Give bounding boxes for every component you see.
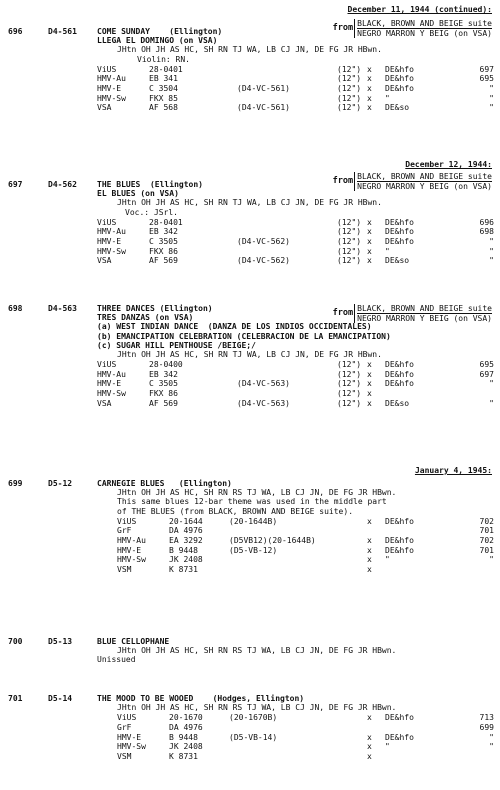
coupling: DE&so (385, 398, 410, 408)
entry-number: 696 (8, 27, 23, 36)
entry-body (97, 27, 494, 113)
issue-row (117, 555, 494, 565)
reverse-ref: 701 (479, 526, 494, 536)
label-name: ViUS (97, 360, 117, 370)
title-line: BLUE CELLOPHANE (97, 637, 170, 646)
session-date-header: January 4, 1945: (414, 466, 492, 475)
issues-list (97, 360, 494, 408)
personnel-line: JHtn OH JH AS HC, SH RN RS TJ WA, LB CJ JN, DE FG JR HBwn. (117, 488, 397, 498)
issue-mark: x (367, 713, 372, 723)
title-line: (c) SUGAR HILL PENTHOUSE /BEIGE;/ (97, 340, 256, 350)
entry-698 (0, 304, 500, 444)
reverse-ref: " (489, 398, 494, 408)
issue-mark: x (367, 360, 372, 370)
disc-size: (12") (337, 227, 362, 237)
disc-size: (12") (337, 74, 362, 84)
issues-list (97, 218, 494, 266)
personnel-line: JHtn OH JH AS HC, SH RN TJ WA, LB CJ JN, DE FG JR HBwn. (117, 45, 382, 55)
label-name: VSA (97, 103, 112, 113)
reverse-ref: " (489, 236, 494, 246)
catalog-number: FKX 86 (149, 246, 178, 256)
label-name: VSA (97, 256, 112, 266)
catalog-number: JK 2408 (169, 742, 203, 752)
catalog-number: B 9448 (169, 545, 198, 555)
coupling: DE&hfo (385, 545, 414, 555)
title-line: EL BLUES (on VSA) (97, 189, 179, 199)
reverse-ref: " (489, 246, 494, 256)
source-line: NEGRO MARRON Y BEIG (on VSA) (357, 29, 492, 39)
issue-mark: x (367, 545, 372, 555)
catalog-number: 28-0401 (149, 217, 183, 227)
issues-list (97, 713, 494, 761)
issue-mark: x (367, 217, 372, 227)
label-name: HMV-Au (117, 535, 146, 545)
issue-mark: x (367, 93, 372, 103)
issue-row (97, 247, 494, 257)
disc-size: (12") (337, 93, 362, 103)
catalog-number: DA 4976 (169, 526, 203, 536)
issue-matrix: (D5-VB-14) (229, 732, 278, 742)
label-name: ViUS (117, 713, 137, 723)
entry-697 (0, 160, 500, 295)
entry-body (97, 180, 494, 266)
coupling: DE&hfo (385, 217, 414, 227)
disc-size: (12") (337, 398, 362, 408)
reverse-ref: 697 (479, 369, 494, 379)
label-name: ViUS (97, 217, 117, 227)
personnel-line: of THE BLUES (from BLACK, BROWN AND BEIGE suite). (117, 506, 354, 516)
entry-699 (0, 466, 500, 616)
issue-row (97, 103, 494, 113)
issue-mark: x (367, 246, 372, 256)
catalog-number: C 3505 (149, 236, 178, 246)
coupling: DE&hfo (385, 379, 414, 389)
issue-matrix: (20-1644B) (229, 516, 278, 526)
issue-row (97, 379, 494, 389)
matrix-number: D4-563 (48, 304, 77, 313)
reverse-ref: 698 (479, 227, 494, 237)
reverse-ref: " (489, 83, 494, 93)
reverse-ref: " (489, 256, 494, 266)
issue-row (117, 536, 494, 546)
title-line: THE BLUES (Ellington) (97, 180, 203, 189)
personnel-line: Violin: RN. (137, 54, 190, 64)
label-name: HMV-Sw (97, 246, 126, 256)
coupling: DE&hfo (385, 83, 414, 93)
disc-size: (12") (337, 369, 362, 379)
reverse-ref: 702 (479, 535, 494, 545)
catalog-number: 20-1670 (169, 713, 203, 723)
issue-matrix: (D4-VC-563) (237, 379, 290, 389)
issue-row (97, 370, 494, 380)
reverse-ref: " (489, 103, 494, 113)
coupling: DE&so (385, 256, 410, 266)
issue-mark: x (367, 64, 372, 74)
issue-row (97, 94, 494, 104)
issues-list (97, 65, 494, 113)
issue-mark: x (367, 256, 372, 266)
personnel-line: JHtn OH JH AS HC, SH RN TJ WA, LB CJ JN, DE FG JR HBwn. (117, 198, 382, 208)
issue-mark: x (367, 227, 372, 237)
label-name: HMV-Au (97, 227, 126, 237)
disc-size: (12") (337, 256, 362, 266)
label-name: HMV-E (97, 379, 122, 389)
source-line: BLACK, BROWN AND BEIGE suite (357, 19, 492, 28)
coupling: DE&hfo (385, 732, 414, 742)
title-line: (b) EMANCIPATION CELEBRATION (CELEBRACION DE LA EMANCIPATION) (97, 331, 391, 341)
label-name: HMV-Sw (97, 93, 126, 103)
from-label: from (332, 308, 354, 319)
catalog-number: 28-0401 (149, 64, 183, 74)
issue-mark: x (367, 751, 372, 761)
matrix-number: D5-14 (48, 694, 73, 703)
disc-size: (12") (337, 103, 362, 113)
entry-body (97, 479, 494, 574)
issue-row (117, 546, 494, 556)
from-label: from (332, 176, 354, 187)
reverse-ref: " (489, 555, 494, 565)
entry-696 (0, 5, 500, 145)
catalog-number: K 8731 (169, 751, 198, 761)
disc-size: (12") (337, 217, 362, 227)
label-name: GrF (117, 526, 132, 536)
personnel-line: JHtn OH JH AS HC, SH RN RS TJ WA, LB CJ JN, DE FG JR HBwn. (117, 646, 397, 656)
issue-mark: x (367, 516, 372, 526)
coupling: DE&hfo (385, 236, 414, 246)
issue-row (97, 227, 494, 237)
reverse-ref: 695 (479, 74, 494, 84)
source-line: BLACK, BROWN AND BEIGE suite (357, 304, 492, 313)
reverse-ref: 702 (479, 516, 494, 526)
catalog-number: JK 2408 (169, 555, 203, 565)
label-name: HMV-E (117, 545, 142, 555)
personnel-line: JHtn OH JH AS HC, SH RN RS TJ WA, LB CJ JN, DE FG JR HBwn. (117, 703, 397, 713)
disc-size: (12") (337, 83, 362, 93)
title-line: THREE DANCES (Ellington) (97, 304, 213, 313)
issue-mark: x (367, 379, 372, 389)
issue-row (117, 526, 494, 536)
issue-row (97, 389, 494, 399)
catalog-number: EB 342 (149, 369, 178, 379)
entry-number: 701 (8, 694, 23, 703)
issue-row (117, 713, 494, 723)
personnel-line: This same blues 12-bar theme was used in the middle part (117, 497, 387, 507)
issue-row (117, 742, 494, 752)
title-line: (a) WEST INDIAN DANCE (DANZA DE LOS INDIOS OCCIDENTALES) (97, 322, 372, 332)
coupling: DE&so (385, 103, 410, 113)
entry-body (97, 694, 494, 761)
catalog-number: EB 342 (149, 227, 178, 237)
coupling: " (385, 246, 390, 256)
issue-matrix: (D4-VC-561) (237, 83, 290, 93)
catalog-number: FKX 85 (149, 93, 178, 103)
coupling: DE&hfo (385, 535, 414, 545)
entry-number: 697 (8, 180, 23, 189)
entry-body (97, 637, 494, 665)
issue-matrix: (D5VB12)(20-1644B) (229, 535, 316, 545)
issue-row (117, 733, 494, 743)
disc-size: (12") (337, 236, 362, 246)
label-name: HMV-E (97, 83, 122, 93)
reverse-ref: 701 (479, 545, 494, 555)
issue-row (97, 256, 494, 266)
matrix-number: D4-562 (48, 180, 77, 189)
issue-row (97, 360, 494, 370)
catalog-number: DA 4976 (169, 722, 203, 732)
label-name: ViUS (97, 64, 117, 74)
issue-mark: x (367, 83, 372, 93)
issue-row (97, 74, 494, 84)
label-name: HMV-Sw (97, 388, 126, 398)
issue-mark: x (367, 732, 372, 742)
issue-mark: x (367, 742, 372, 752)
label-name: ViUS (117, 516, 137, 526)
reverse-ref: 697 (479, 64, 494, 74)
entry-body (97, 304, 494, 408)
catalog-number: C 3504 (149, 83, 178, 93)
catalog-number: EB 341 (149, 74, 178, 84)
entry-number: 700 (8, 637, 23, 646)
issue-matrix: (20-1670B) (229, 713, 278, 723)
coupling: DE&hfo (385, 360, 414, 370)
issue-matrix: (D4-VC-562) (237, 236, 290, 246)
issues-list (97, 517, 494, 575)
catalog-number: K 8731 (169, 564, 198, 574)
catalog-number: 28-0400 (149, 360, 183, 370)
issue-row (117, 565, 494, 575)
title-line: THE MOOD TO BE WOOED (Hodges, Ellington) (97, 694, 305, 703)
catalog-number: 20-1644 (169, 516, 203, 526)
entry-700 (0, 637, 500, 673)
entry-number: 699 (8, 479, 23, 488)
session-date-header: December 12, 1944: (405, 160, 492, 169)
issue-row (117, 752, 494, 762)
matrix-number: D5-12 (48, 479, 73, 488)
label-name: HMV-Sw (117, 555, 146, 565)
reverse-ref: 699 (479, 722, 494, 732)
reverse-ref: 713 (479, 713, 494, 723)
disc-size: (12") (337, 379, 362, 389)
disc-size: (12") (337, 360, 362, 370)
session-date-header: December 11, 1944 (continued): (347, 5, 492, 14)
catalog-number: B 9448 (169, 732, 198, 742)
issue-row (97, 65, 494, 75)
issue-mark: x (367, 369, 372, 379)
coupling: DE&hfo (385, 64, 414, 74)
reverse-ref: " (489, 742, 494, 752)
issue-mark: x (367, 535, 372, 545)
source-line: NEGRO MARRON Y BEIG (on VSA) (357, 182, 492, 192)
issue-matrix: (D4-VC-563) (237, 398, 290, 408)
catalog-number: EA 3292 (169, 535, 203, 545)
entry-number: 698 (8, 304, 23, 313)
label-name: HMV-Au (97, 74, 126, 84)
reverse-ref: " (489, 732, 494, 742)
label-name: HMV-E (117, 732, 142, 742)
label-name: HMV-Sw (117, 742, 146, 752)
issue-row (97, 218, 494, 228)
reverse-ref: 695 (479, 360, 494, 370)
issue-matrix: (D4-VC-561) (237, 103, 290, 113)
label-name: VSM (117, 564, 132, 574)
personnel-line: JHtn OH JH AS HC, SH RN TJ WA, LB CJ JN, DE FG JR HBwn. (117, 349, 382, 359)
coupling: DE&hfo (385, 74, 414, 84)
title-line: LLEGA EL DOMINGO (on VSA) (97, 36, 218, 46)
label-name: HMV-E (97, 236, 122, 246)
label-name: HMV-Au (97, 369, 126, 379)
title-line: COME SUNDAY (Ellington) (97, 27, 223, 36)
issue-mark: x (367, 74, 372, 84)
coupling: DE&hfo (385, 713, 414, 723)
coupling: " (385, 93, 390, 103)
entry-701 (0, 694, 500, 784)
coupling: " (385, 555, 390, 565)
issue-mark: x (367, 236, 372, 246)
catalog-number: C 3505 (149, 379, 178, 389)
coupling: DE&hfo (385, 516, 414, 526)
reverse-ref: 696 (479, 217, 494, 227)
matrix-number: D4-561 (48, 27, 77, 36)
catalog-number: FKX 86 (149, 388, 178, 398)
unissued-note: Unissued (97, 655, 136, 665)
title-line: CARNEGIE BLUES (Ellington) (97, 479, 232, 488)
reverse-ref: " (489, 379, 494, 389)
disc-size: (12") (337, 246, 362, 256)
label-name: VSM (117, 751, 132, 761)
issue-row (97, 84, 494, 94)
issue-mark: x (367, 564, 372, 574)
title-line: TRES DANZAS (on VSA) (97, 313, 194, 323)
issue-mark: x (367, 103, 372, 113)
issue-row (97, 399, 494, 409)
catalog-number: AF 569 (149, 398, 178, 408)
disc-size: (12") (337, 64, 362, 74)
personnel-line: Voc.: JSrl. (125, 207, 178, 217)
source-line: BLACK, BROWN AND BEIGE suite (357, 172, 492, 181)
reverse-ref: " (489, 93, 494, 103)
issue-matrix: (D5-VB-12) (229, 545, 278, 555)
issue-row (117, 517, 494, 527)
coupling: DE&hfo (385, 369, 414, 379)
from-label: from (332, 23, 354, 34)
source-line: NEGRO MARRON Y BEIG (on VSA) (357, 314, 492, 324)
issue-matrix: (D4-VC-562) (237, 256, 290, 266)
issue-mark: x (367, 388, 372, 398)
coupling: " (385, 742, 390, 752)
matrix-number: D5-13 (48, 637, 73, 646)
issue-row (97, 237, 494, 247)
coupling: DE&hfo (385, 227, 414, 237)
catalog-number: AF 568 (149, 103, 178, 113)
label-name: VSA (97, 398, 112, 408)
issue-mark: x (367, 555, 372, 565)
issue-mark: x (367, 398, 372, 408)
label-name: GrF (117, 722, 132, 732)
catalog-number: AF 569 (149, 256, 178, 266)
disc-size: (12") (337, 388, 362, 398)
issue-row (117, 723, 494, 733)
